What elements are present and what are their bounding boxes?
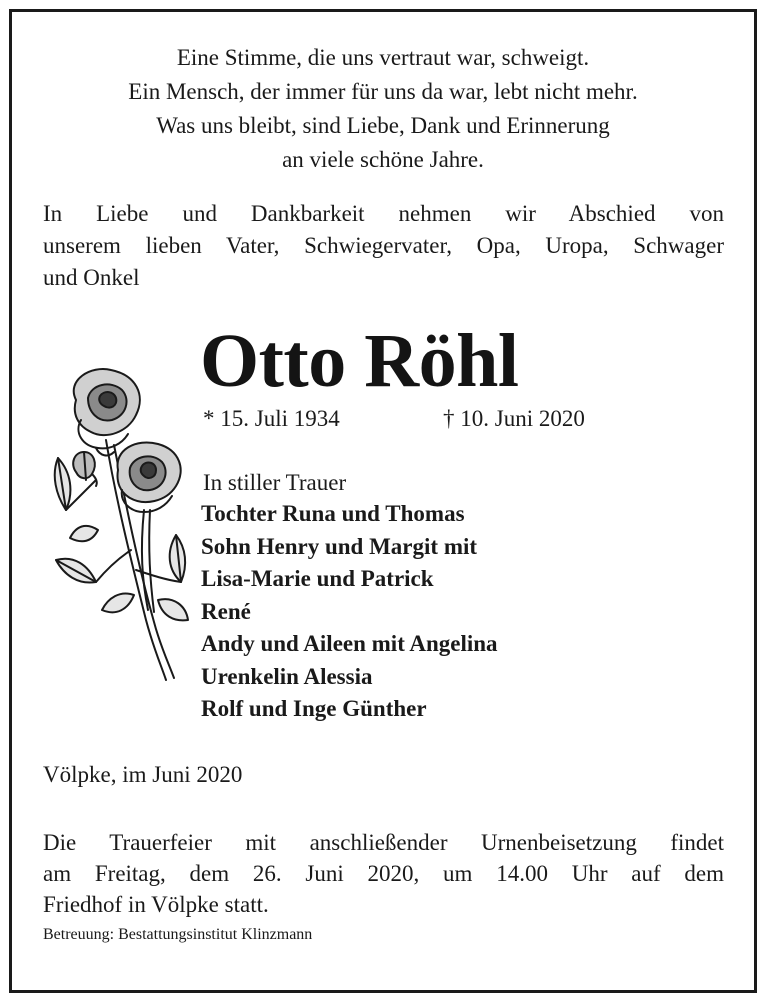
mourner-entry: Urenkelin Alessia xyxy=(201,663,373,689)
undertaker-credit: Betreuung: Bestattungsinstitut Klinzmann xyxy=(43,926,313,943)
birth-date: * 15. Juli 1934 xyxy=(203,406,340,431)
poem-line: Was uns bleibt, sind Liebe, Dank und Erinnerung xyxy=(156,113,610,138)
place-date: Völpke, im Juni 2020 xyxy=(43,762,243,787)
roses-icon xyxy=(36,360,196,690)
funeral-line: Die Trauerfeier mit anschließender Urnenbeisetzung findet xyxy=(43,830,724,855)
intro-text xyxy=(43,198,724,294)
mourner-entry: Andy und Aileen mit Angelina xyxy=(201,631,498,656)
poem-line: Ein Mensch, der immer für uns da war, lebt nicht mehr. xyxy=(128,79,638,104)
mourner-entry: Sohn Henry und Margit mit xyxy=(201,533,478,559)
poem-line: an viele schöne Jahre. xyxy=(282,147,484,172)
funeral-notice xyxy=(43,827,724,920)
intro-line: und Onkel xyxy=(43,265,140,290)
mourner-entry: Rolf und Inge Günther xyxy=(201,696,427,721)
intro-line: unserem lieben Vater, Schwiegervater, Opa, Uropa, Schwager xyxy=(43,233,724,258)
mourner-entry: Tochter Runa und Thomas xyxy=(201,501,465,526)
funeral-line: am Freitag, dem 26. Juni 2020, um 14.00 Uhr auf dem xyxy=(43,861,724,886)
poem-line: Eine Stimme, die uns vertraut war, schweigt. xyxy=(176,45,590,70)
obituary-frame xyxy=(9,9,757,993)
funeral-line: Friedhof in Völpke statt. xyxy=(43,892,269,917)
mourning-label: In stiller Trauer xyxy=(203,470,347,495)
mourner-entry: René xyxy=(201,598,251,624)
mourner-entry: Lisa-Marie und Patrick xyxy=(201,566,434,591)
deceased-name: Otto Röhl xyxy=(200,319,519,403)
death-date: † 10. Juni 2020 xyxy=(443,406,585,431)
mourners-list xyxy=(201,498,498,726)
poem xyxy=(12,41,754,177)
intro-line: In Liebe und Dankbarkeit nehmen wir Abschied von xyxy=(43,201,724,226)
